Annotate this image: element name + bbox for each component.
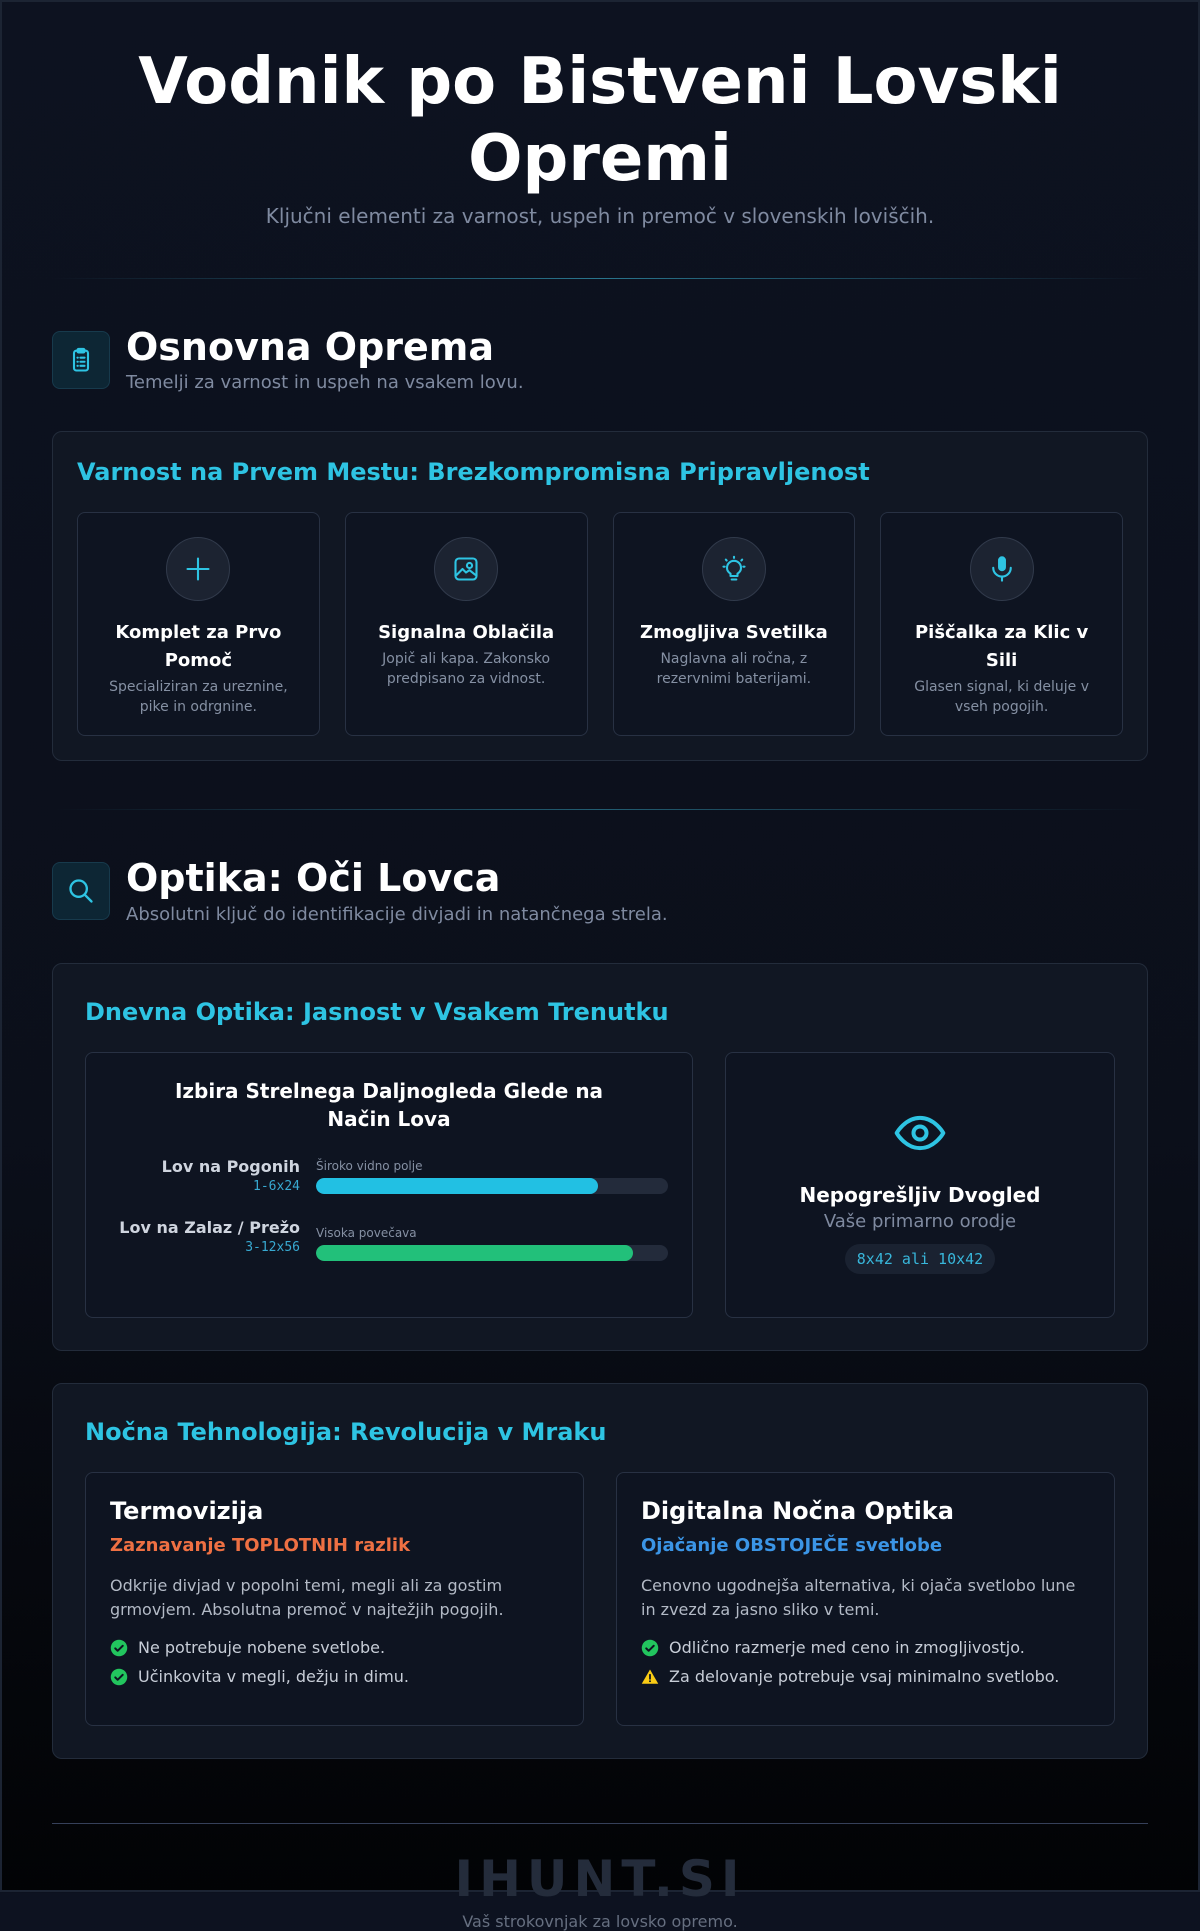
safety-item-title: Zmogljiva Svetilka bbox=[640, 622, 828, 644]
section-basic-title: Osnovna Oprema bbox=[126, 324, 495, 369]
check-circle-icon bbox=[641, 1639, 659, 1657]
list-item bbox=[110, 1638, 559, 1657]
list-item-text: Odlično razmerje med ceno in zmogljivostjo. bbox=[669, 1638, 1025, 1658]
day-optics-card bbox=[52, 963, 1148, 1351]
scope-row-stalk-hunt bbox=[110, 1216, 668, 1261]
safety-item-desc: Specializiran za ureznine, pike in odrgnine. bbox=[109, 679, 288, 716]
day-optics-title: Dnevna Optika: Jasnost v Vsakem Trenutku bbox=[85, 998, 669, 1027]
safety-item-desc: Glasen signal, ki deluje v vseh pogojih. bbox=[914, 679, 1090, 716]
night-tech-card bbox=[52, 1383, 1148, 1759]
safety-item-title: Piščalka za Klic v Sili bbox=[914, 622, 1089, 672]
safety-item-signal-clothing bbox=[345, 512, 588, 736]
list-item bbox=[641, 1638, 1090, 1657]
page bbox=[2, 2, 1198, 1931]
scope-selection-panel bbox=[85, 1052, 693, 1318]
footer-divider bbox=[52, 1823, 1148, 1824]
safety-item-desc: Jopič ali kapa. Zakonsko predpisano za vidnost. bbox=[382, 651, 551, 688]
binoculars-title: Nepogrešljiv Dvogled bbox=[799, 1183, 1041, 1208]
page-title: Vodnik po Bistveni Lovski Opremi bbox=[138, 45, 1062, 196]
digital-night-panel bbox=[616, 1472, 1115, 1726]
check-circle-icon bbox=[110, 1668, 128, 1686]
list-item bbox=[110, 1667, 559, 1686]
section-divider bbox=[52, 809, 1148, 810]
search-icon bbox=[52, 862, 110, 920]
thermal-panel bbox=[85, 1472, 584, 1726]
scope-row-note: Visoka povečava bbox=[316, 1226, 417, 1241]
scope-row-magnification: 1-6x24 bbox=[253, 1179, 300, 1195]
scope-bar-track bbox=[316, 1245, 668, 1261]
safety-card bbox=[52, 431, 1148, 761]
section-optics-subtitle: Absolutni ključ do identifikacije divjadi in natančnega strela. bbox=[126, 904, 668, 926]
scope-bar-fill bbox=[316, 1178, 598, 1194]
scope-bar-fill bbox=[316, 1245, 633, 1261]
night-panel-tag: Zaznavanje TOPLOTNIH razlik bbox=[110, 1535, 411, 1557]
scope-row-magnification: 3-12x56 bbox=[245, 1240, 300, 1256]
safety-item-desc: Naglavna ali ročna, z rezervnimi baterijami. bbox=[656, 651, 812, 688]
night-panel-desc: Cenovno ugodnejša alternativa, ki ojača svetlobo lune in zvezd za jasno sliko v temi. bbox=[641, 1576, 1076, 1620]
scope-panel-title: Izbira Strelnega Daljnogleda Glede na Način Lova bbox=[174, 1079, 604, 1132]
list-item-text: Za delovanje potrebuje vsaj minimalno svetlobo. bbox=[669, 1667, 1060, 1687]
image-badge-icon bbox=[434, 537, 498, 601]
plus-icon bbox=[166, 537, 230, 601]
night-panel-tag: Ojačanje OBSTOJEČE svetlobe bbox=[641, 1535, 943, 1557]
header-divider bbox=[52, 278, 1148, 279]
eye-icon bbox=[726, 1105, 1114, 1165]
list-item bbox=[641, 1667, 1090, 1686]
safety-item-flashlight bbox=[613, 512, 856, 736]
warning-icon bbox=[641, 1668, 659, 1686]
scope-row-name: Lov na Zalaz / Prežo bbox=[119, 1218, 300, 1238]
safety-card-title: Varnost na Prvem Mestu: Brezkompromisna Pripravljenost bbox=[77, 458, 870, 487]
night-panel-title: Termovizija bbox=[110, 1497, 264, 1526]
section-optics-title: Optika: Oči Lovca bbox=[126, 856, 501, 901]
safety-item-whistle bbox=[880, 512, 1123, 736]
night-panel-title: Digitalna Nočna Optika bbox=[641, 1497, 954, 1526]
scope-row-name: Lov na Pogonih bbox=[161, 1157, 300, 1177]
scope-bar-track bbox=[316, 1178, 668, 1194]
safety-item-title: Komplet za Prvo Pomoč bbox=[115, 622, 282, 672]
section-basic-subtitle: Temelji za varnost in uspeh na vsakem lovu. bbox=[126, 372, 524, 394]
lightbulb-icon bbox=[702, 537, 766, 601]
whistle-icon bbox=[970, 537, 1034, 601]
safety-items bbox=[77, 512, 1123, 736]
page-subtitle: Ključni elementi za varnost, uspeh in premoč v slovenskih loviščih. bbox=[265, 203, 935, 228]
scope-row-note: Široko vidno polje bbox=[316, 1159, 423, 1174]
safety-item-first-aid bbox=[77, 512, 320, 736]
binoculars-spec-badge: 8x42 ali 10x42 bbox=[845, 1244, 995, 1274]
check-circle-icon bbox=[110, 1639, 128, 1657]
binoculars-panel bbox=[725, 1052, 1115, 1318]
night-tech-title: Nočna Tehnologija: Revolucija v Mraku bbox=[85, 1418, 607, 1447]
scope-row-drive-hunt bbox=[110, 1155, 668, 1194]
section-optics-header bbox=[52, 858, 1148, 925]
list-item-text: Ne potrebuje nobene svetlobe. bbox=[138, 1638, 386, 1658]
safety-item-title: Signalna Oblačila bbox=[378, 622, 555, 644]
list-item-text: Učinkovita v megli, dežju in dimu. bbox=[138, 1667, 410, 1687]
footer-logo: IHUNT.SI bbox=[454, 1850, 746, 1909]
binoculars-subtitle: Vaše primarno orodje bbox=[823, 1211, 1017, 1233]
clipboard-icon bbox=[52, 331, 110, 389]
footer-tagline: Vaš strokovnjak za lovsko opremo. bbox=[462, 1912, 738, 1931]
night-panel-desc: Odkrije divjad v popolni temi, megli ali za gostim grmovjem. Absolutna premoč v najtežjih pogojih. bbox=[110, 1576, 504, 1620]
section-basic-header bbox=[52, 324, 1148, 394]
